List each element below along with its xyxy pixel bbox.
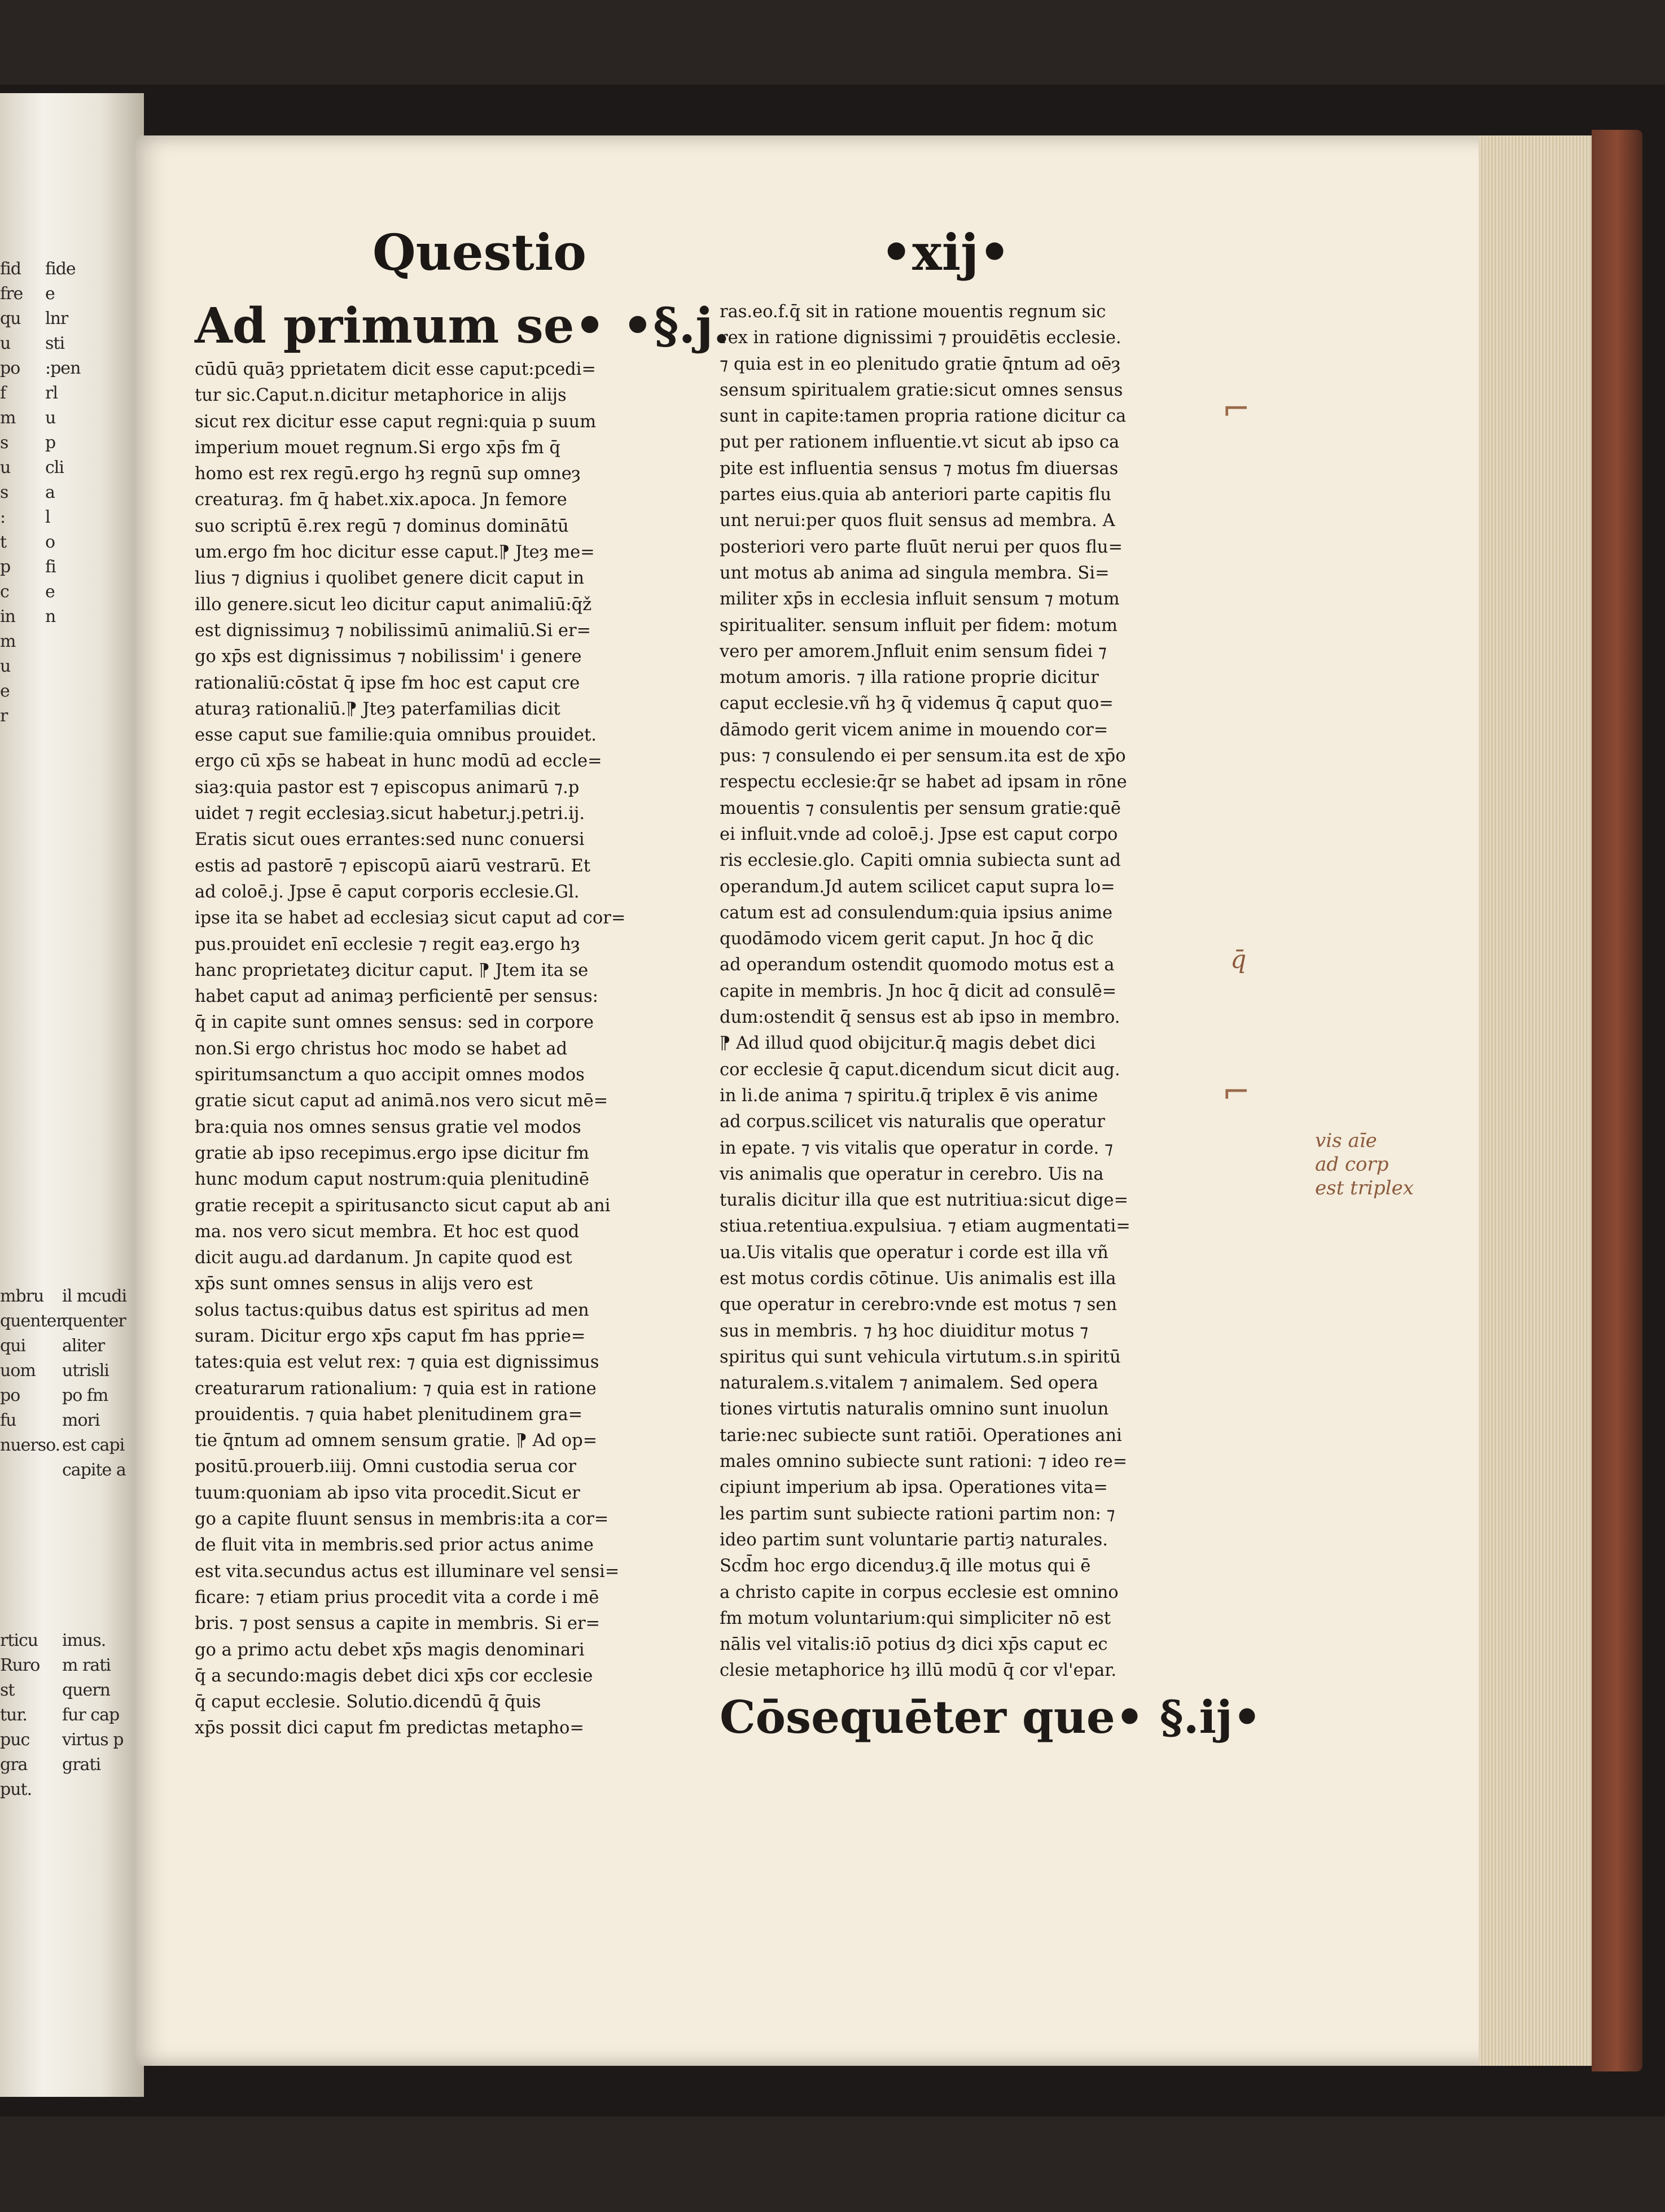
text-line: illo genere.sicut leo dicitur caput animaliū:q̄ž [195, 594, 592, 615]
text-line: unt nerui:per quos fluit sensus ad membra. A [720, 511, 1115, 531]
text-line: clesie metaphorice hȝ illū modū q̄ cor vl'epar. [720, 1661, 1117, 1681]
text-line: cūdū quāȝ pprietatem dicit esse caput:pcedi= [195, 360, 596, 379]
text-line: respectu ecclesie:q̄r se habet ad ipsam in rōne [720, 772, 1127, 792]
text-line: ras.eo.f.q̄ sit in ratione mouentis regnum sic [720, 302, 1106, 322]
text-line: siaȝ:quia pastor est ⁊ episcopus animarū ⁊.p [195, 777, 580, 798]
text-line: Scd̄m hoc ergo dicenduȝ.q̄ ille motus qui ē [720, 1556, 1091, 1576]
text-line: in li.de anima ⁊ spiritu.q̄ triplex ē vis anime [720, 1085, 1098, 1106]
text-line: hunc modum caput nostrum:quia plenitudinē [195, 1169, 589, 1190]
text-line: prouidentis. ⁊ quia habet plenitudinem gra= [195, 1404, 583, 1425]
text-line: les partim sunt subiecte rationi partim non: ⁊ [720, 1504, 1115, 1524]
text-line: turalis dicitur illa que est nutritiua:sicut dige= [720, 1190, 1129, 1211]
text-line: tarie:nec subiecte sunt ratiōi. Operationes ani [720, 1425, 1122, 1446]
text-line: go xp̄s est dignissimus ⁊ nobilissim' i genere [195, 647, 582, 667]
text-line: spiritus qui sunt vehicula virtutum.s.in spiritū [720, 1347, 1121, 1367]
text-line: nālis vel vitalis:iō potius dȝ dici xp̄s caput ec [720, 1635, 1108, 1655]
margin-note-line: vis aīe [1315, 1129, 1377, 1152]
text-line: suo scriptū ē.rex regū ⁊ dominus dominātū [195, 516, 569, 536]
text-line: ad operandum ostendit quomodo motus est a [720, 955, 1115, 975]
text-line: xp̄s sunt omnes sensus in alijs vero est [195, 1274, 533, 1294]
left-leaf-fragment: il mcudi quenter aliter utrisli po fm mori est capi capite a [62, 1286, 127, 1480]
text-line: de fluit vita in membris.sed prior actus anime [195, 1535, 594, 1556]
text-line: ipse ita se habet ad ecclesiaȝ sicut caput ad cor= [195, 908, 626, 928]
text-line: go a primo actu debet xp̄s magis denominari [195, 1640, 585, 1660]
left-leaf-fragment: imus. m rati quern fur cap virtus p grati [62, 1631, 124, 1775]
text-line: pite est influentia sensus ⁊ motus fm diuersas [720, 458, 1119, 479]
text-line: tuum:quoniam ab ipso vita procedit.Sicut er [195, 1483, 580, 1503]
text-line: gratie recepit a spiritusancto sicut caput ab ani [195, 1195, 611, 1216]
text-line: a christo capite in corpus ecclesie est omnino [720, 1582, 1119, 1602]
text-line: pus.prouidet enī ecclesie ⁊ regit eaȝ.ergo hȝ [195, 934, 580, 954]
text-line: stiua.retentiua.expulsiua. ⁊ etiam augmentati= [720, 1216, 1131, 1237]
text-line: ma. nos vero sicut membra. Et hoc est quod [195, 1221, 580, 1242]
text-line: ad coloē.j. Jpse ē caput corporis ecclesie.Gl. [195, 882, 580, 902]
text-line: quodāmodo vicem gerit caput. Jn hoc q̄ dic [720, 929, 1094, 949]
left-leaf-fragment: mbru quenter qui uom po fu nuerso. [0, 1286, 64, 1455]
left-leaf-fragment: fid fre qu u po f m s u s : t p c in m u e r [0, 259, 23, 726]
page-block-edge [1479, 135, 1609, 2066]
text-line: operandum.Jd autem scilicet caput supra lo= [720, 877, 1115, 897]
left-text-column [195, 297, 730, 1742]
text-line: dicit augu.ad dardanum. Jn capite quod est [195, 1248, 572, 1268]
text-line: solus tactus:quibus datus est spiritus ad men [195, 1300, 589, 1320]
text-line: habet caput ad animaȝ perficientē per sensus: [195, 987, 598, 1007]
text-line: rex in ratione dignissimi ⁊ prouidētis ecclesie. [720, 328, 1121, 348]
text-line: ei influit.vnde ad coloē.j. Jpse est caput corpo [720, 824, 1118, 844]
text-line: militer xp̄s in ecclesia influit sensum ⁊ motum [720, 589, 1120, 610]
text-line: q̄ a secundo:magis debet dici xp̄s cor ecclesie [195, 1666, 593, 1686]
text-line: bris. ⁊ post sensus a capite in membris. Si er= [195, 1614, 601, 1634]
text-line: sunt in capite:tamen propria ratione dicitur ca [720, 406, 1127, 427]
text-line: ⁊ quia est in eo plenitudo gratie q̄ntum ad oēȝ [720, 354, 1121, 374]
section-heading: Ad primum se• •§.j. [195, 297, 730, 354]
text-line: tie q̄ntum ad omnem sensum gratie. ⁋ Ad op= [195, 1431, 598, 1451]
text-line: fm motum voluntarium:qui simpliciter nō est [720, 1608, 1111, 1628]
text-line: cipiunt imperium ab ipsa. Operationes vita= [720, 1478, 1108, 1498]
text-line: vero per amorem.Jnfluit enim sensum fidei ⁊ [720, 641, 1107, 662]
text-line: imperium mouet regnum.Si ergo xp̄s fm q̄ [195, 437, 560, 458]
text-line: que operatur in cerebro:vnde est motus ⁊ sen [720, 1295, 1117, 1315]
text-line: q̄ caput ecclesie. Solutio.dicendū q̄ q̄uis [195, 1692, 541, 1712]
left-leaf-fragment: rticu Ruro st tur. puc gra put. [0, 1631, 40, 1799]
text-line: dāmodo gerit vicem anime in mouendo cor= [720, 720, 1108, 740]
leather-cover-edge [1592, 130, 1642, 2071]
text-line: ad corpus.scilicet vis naturalis que operatur [720, 1112, 1105, 1132]
margin-q-mark: q̄ [1230, 945, 1247, 974]
text-line: ergo cū xp̄s se habeat in hunc modū ad eccle= [195, 751, 602, 772]
text-line: esse caput sue familie:quia omnibus prouidet. [195, 725, 597, 746]
text-line: q̄ in capite sunt omnes sensus: sed in corpore [195, 1013, 594, 1033]
text-line: spiritualiter. sensum influit per fidem: motum [720, 615, 1118, 636]
text-line: pus: ⁊ consulendo ei per sensum.ita est de xp̄o [720, 746, 1126, 766]
text-line: motum amoris. ⁊ illa ratione proprie dicitur [720, 668, 1099, 688]
text-line: creaturaȝ. fm q̄ habet.xix.apoca. Jn femore [195, 490, 567, 510]
text-line: ris ecclesie.glo. Capiti omnia subiecta sunt ad [720, 851, 1121, 871]
text-line: est dignissimuȝ ⁊ nobilissimū animaliū.Si er= [195, 620, 591, 641]
margin-note-line: ad corp [1315, 1153, 1389, 1176]
text-line: in epate. ⁊ vis vitalis que operatur in corde. ⁊ [720, 1138, 1114, 1158]
text-line: sensum spiritualem gratie:sicut omnes sensus [720, 380, 1123, 400]
text-line: non.Si ergo christus hoc modo se habet ad [195, 1039, 567, 1059]
text-line: tates:quia est velut rex: ⁊ quia est dignissimus [195, 1352, 599, 1373]
text-line: put per rationem influentie.vt sicut ab ipso ca [720, 432, 1120, 453]
text-line: hanc proprietateȝ dicitur caput. ⁋ Jtem ita se [195, 960, 589, 980]
margin-bracket-mark: ⌐ [1222, 1072, 1251, 1112]
text-line: gratie ab ipso recepimus.ergo ipse dicitur fm [195, 1143, 589, 1163]
right-text-column [720, 299, 1261, 1744]
text-line: posteriori vero parte fluūt nerui per quos flu= [720, 537, 1123, 557]
text-line: sicut rex dicitur esse caput regni:quia p suum [195, 411, 597, 432]
left-facing-page-edge [0, 93, 144, 2097]
text-line: partes eius.quia ab anteriori parte capitis flu [720, 485, 1111, 505]
text-line: capite in membris. Jn hoc q̄ dicit ad consulē= [720, 981, 1117, 1001]
text-line: go a capite fluunt sensus in membris:ita a cor= [195, 1509, 609, 1530]
text-line: vis animalis que operatur in cerebro. Uis na [720, 1164, 1104, 1184]
text-line: spiritumsanctum a quo accipit omnes modos [195, 1065, 585, 1085]
text-line: ua.Uis vitalis que operatur i corde est illa vñ [720, 1242, 1108, 1263]
text-line: sus in membris. ⁊ hȝ hoc diuiditur motus ⁊ [720, 1321, 1089, 1341]
text-line: mouentis ⁊ consulentis per sensum gratie:quē [720, 798, 1121, 818]
text-line: gratie sicut caput ad animā.nos vero sicut mē= [195, 1091, 608, 1111]
text-line: caput ecclesie.vñ hȝ q̄ videmus q̄ caput quo= [720, 694, 1114, 714]
text-line: positū.prouerb.iiij. Omni custodia serua cor [195, 1457, 576, 1477]
left-column-lines [195, 357, 697, 1742]
text-line: males omnino subiecte sunt rationi: ⁊ ideo re= [720, 1452, 1128, 1472]
text-line: lius ⁊ dignius i quolibet genere dicit caput in [195, 568, 585, 589]
text-line: um.ergo fm hoc dicitur esse caput.⁋ Jteȝ me= [195, 542, 595, 563]
running-head-right: •xij• [880, 223, 1011, 282]
text-line: cor ecclesie q̄ caput.dicendum sicut dicit aug. [720, 1059, 1120, 1080]
text-line: Eratis sicut oues errantes:sed nunc conuersi [195, 830, 585, 850]
text-line: tiones virtutis naturalis omnino sunt inuolun [720, 1399, 1109, 1420]
text-line: est motus cordis cōtinue. Uis animalis est illa [720, 1268, 1116, 1289]
text-line: ideo partim sunt voluntarie partiȝ naturales. [720, 1530, 1108, 1550]
right-column-lines [720, 299, 1222, 1684]
text-line: xp̄s possit dici caput fm predictas metapho= [195, 1718, 584, 1738]
text-line: ⁋ Ad illud quod obijcitur.q̄ magis debet dici [720, 1033, 1096, 1054]
text-line: ficare: ⁊ etiam prius procedit vita a corde i mē [195, 1587, 599, 1607]
text-line: est vita.secundus actus est illuminare vel sensi= [195, 1561, 620, 1582]
text-line: bra:quia nos omnes sensus gratie vel modos [195, 1117, 581, 1137]
next-section-heading: Cōsequēter que• §.ij• [720, 1690, 1261, 1744]
left-leaf-fragment: fide e lnr sti :pen rl u p cli a l o fi e n [45, 259, 81, 627]
text-line: unt motus ab anima ad singula membra. Si= [720, 563, 1110, 583]
text-line: estis ad pastorē ⁊ episcopū aiarū vestrarū. Et [195, 856, 591, 876]
text-line: uidet ⁊ regit ecclesiaȝ.sicut habetur.j.petri.ij. [195, 804, 585, 824]
running-head-left: Questio [373, 223, 586, 282]
text-line: homo est rex regū.ergo hȝ regnū sup omneȝ [195, 464, 581, 484]
handwritten-margin-note [1315, 1129, 1414, 1200]
text-line: suram. Dicitur ergo xp̄s caput fm has pprie= [195, 1326, 586, 1346]
text-line: tur sic.Caput.n.dicitur metaphorice in alijs [195, 386, 567, 406]
text-line: naturalem.s.vitalem ⁊ animalem. Sed opera [720, 1373, 1098, 1394]
text-line: creaturarum rationalium: ⁊ quia est in ratione [195, 1378, 597, 1399]
text-line: rationaliū:cōstat q̄ ipse fm hoc est caput cre [195, 673, 580, 693]
margin-note-line: est triplex [1315, 1177, 1414, 1199]
text-line: dum:ostendit q̄ sensus est ab ipso in membro. [720, 1008, 1120, 1028]
text-line: catum est ad consulendum:quia ipsius anime [720, 903, 1113, 923]
text-line: aturaȝ rationaliū.⁋ Jteȝ paterfamilias dicit [195, 699, 560, 719]
margin-bracket-mark: ⌐ [1222, 389, 1251, 429]
